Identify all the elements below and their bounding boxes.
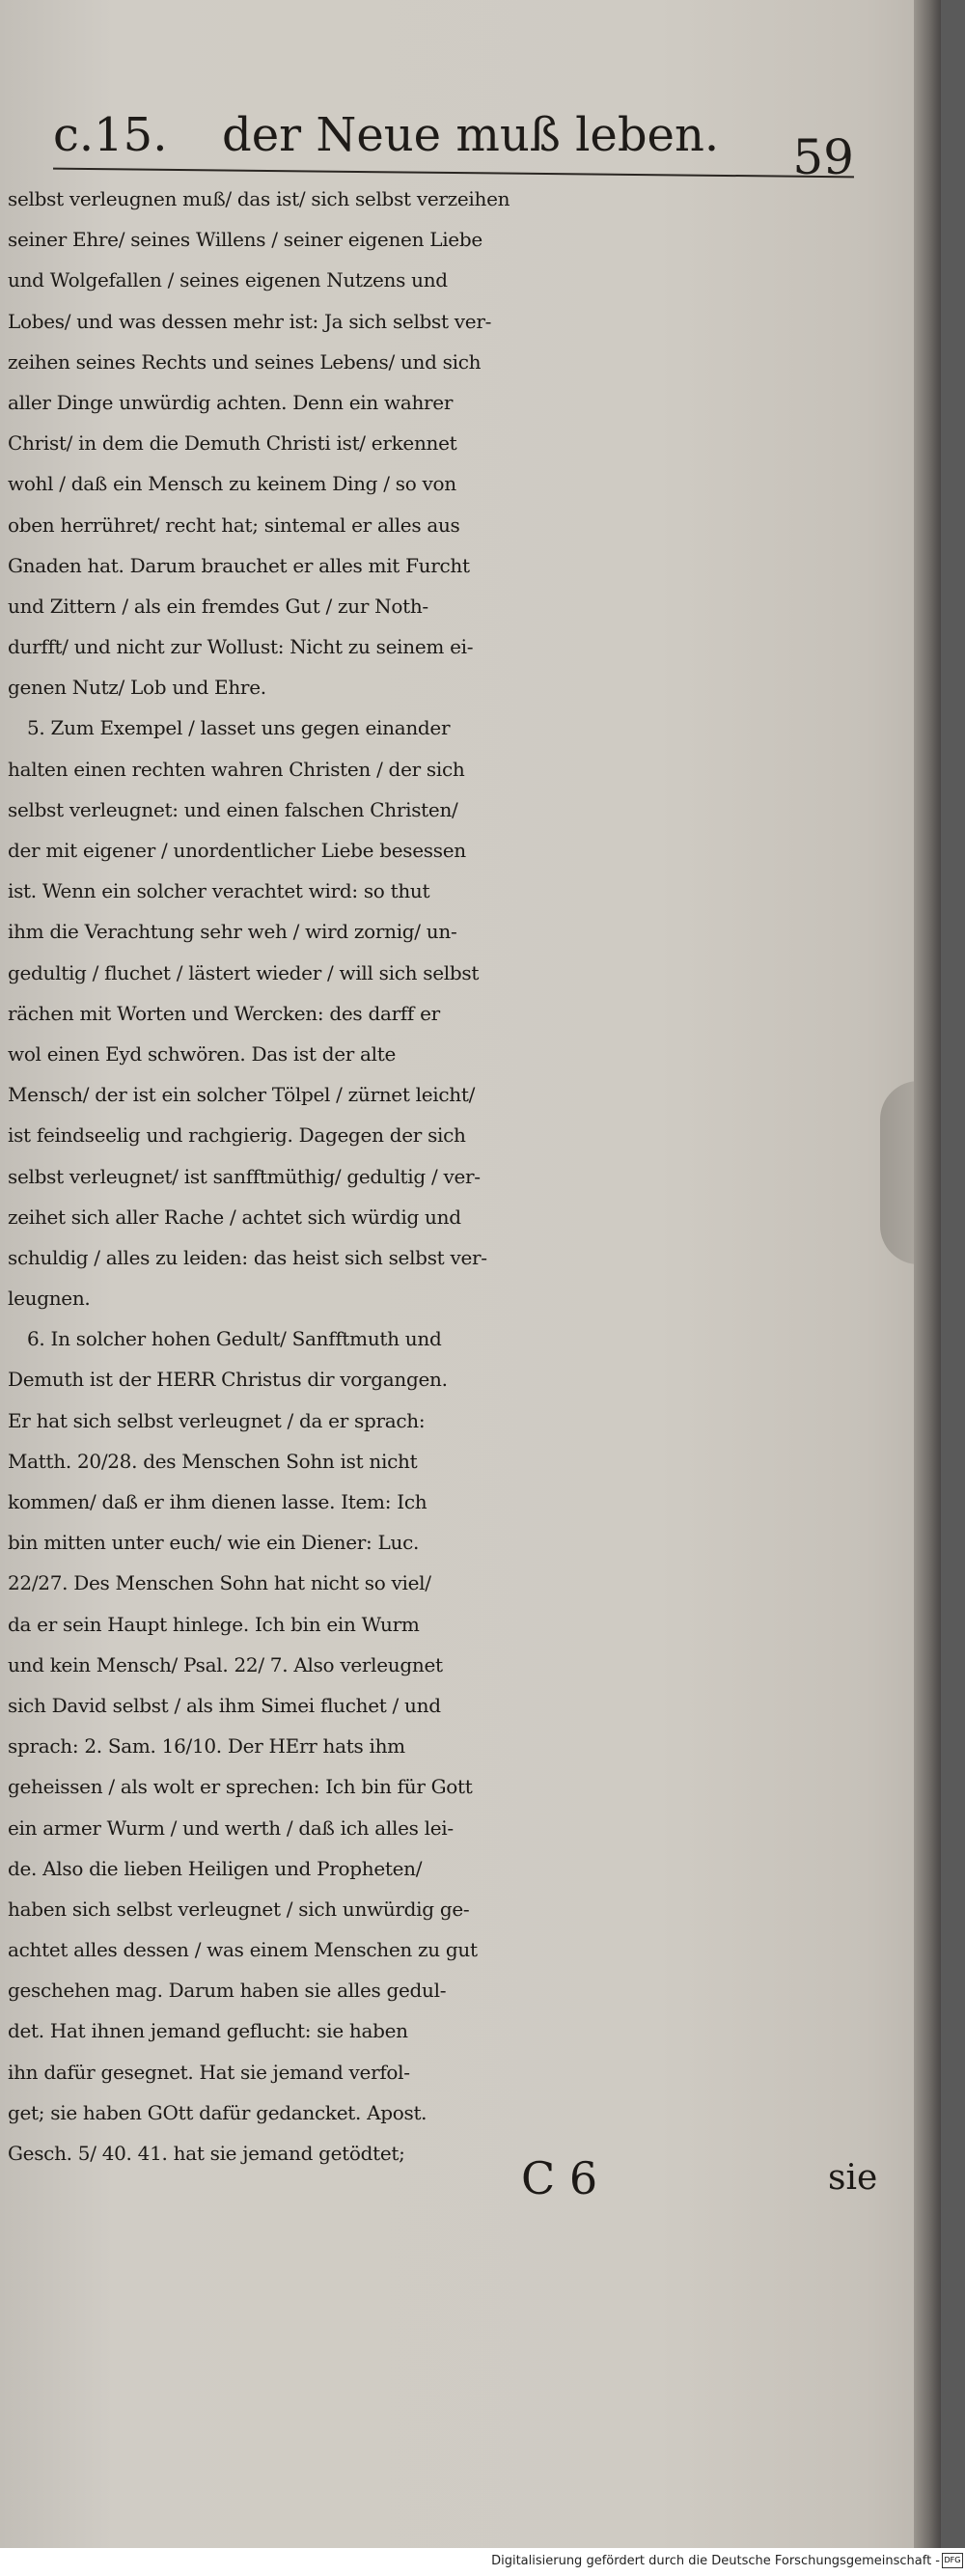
text-line: 22/27. Des Menschen Sohn hat nicht so viel/ — [8, 1571, 431, 1595]
text-line: oben herrühret/ recht hat; sintemal er alles aus — [8, 512, 460, 537]
text-line: ist feindseelig und rachgierig. Dagegen der sich — [8, 1123, 466, 1148]
text-line: und Zittern / als ein fremdes Gut / zur Noth- — [8, 594, 428, 618]
text-line: Matth. 20/28. des Menschen Sohn ist nicht — [8, 1449, 418, 1473]
text-line: Gnaden hat. Darum brauchet er alles mit Furcht — [8, 553, 470, 577]
text-line: der mit eigener / unordentlicher Liebe besessen — [8, 839, 466, 862]
text-line: de. Also die lieben Heiligen und Propheten/ — [8, 1856, 423, 1880]
text-line: det. Hat ihnen jemand geflucht: sie haben — [8, 2019, 408, 2043]
text-line: wohl / daß ein Mensch zu keinem Ding / so von — [8, 472, 456, 496]
text-line: schuldig / alles zu leiden: das heist sich selbst ver- — [8, 1245, 487, 1269]
signature-mark: C 6 — [521, 2152, 598, 2204]
text-line: selbst verleugnet/ ist sanfftmüthig/ gedultig / ver- — [8, 1164, 481, 1188]
text-line: Gesch. 5/ 40. 41. hat sie jemand getödtet; — [8, 2142, 405, 2165]
text-line: halten einen rechten wahren Christen / der sich — [8, 757, 465, 781]
dfg-logo: DFG — [942, 2553, 963, 2568]
text-line: leugnen. — [8, 1287, 91, 1311]
text-line: kommen/ daß er ihm dienen lasse. Item: Ich — [8, 1490, 427, 1513]
text-line: Christ/ in dem die Demuth Christi ist/ erkennet — [8, 431, 457, 456]
text-line: durfft/ und nicht zur Wollust: Nicht zu seinem ei- — [8, 635, 474, 659]
text-line: aller Dinge unwürdig achten. Denn ein wahrer — [8, 390, 454, 414]
text-line: Mensch/ der ist ein solcher Tölpel / zürnet leicht/ — [8, 1083, 476, 1107]
text-line: get; sie haben GOtt dafür gedancket. Apost. — [8, 2100, 427, 2124]
text-line: 6. In solcher hohen Gedult/ Sanfftmuth und — [27, 1327, 442, 1351]
text-line: ein armer Wurm / und werth / daß ich alles lei- — [8, 1815, 454, 1840]
text-line: sprach: 2. Sam. 16/10. Der HErr hats ihm — [8, 1734, 405, 1759]
body-text — [8, 179, 867, 2174]
text-line: ist. Wenn ein solcher verachtet wird: so thut — [8, 879, 430, 903]
text-line: Er hat sich selbst verleugnet / da er sprach: — [8, 1408, 426, 1432]
text-line: haben sich selbst verleugnet / sich unwürdig ge- — [8, 1897, 470, 1921]
text-line: 5. Zum Exempel / lasset uns gegen einander — [27, 716, 451, 740]
text-line: gedultig / fluchet / lästert wieder / will sich selbst — [8, 960, 480, 984]
text-line: geheissen / als wolt er sprechen: Ich bin für Gott — [8, 1775, 473, 1799]
text-line: geschehen mag. Darum haben sie alles gedul- — [8, 1979, 447, 2003]
page-header — [53, 108, 854, 185]
text-line: selbst verleugnet: und einen falschen Christen/ — [8, 797, 458, 821]
text-line: ihn dafür gesegnet. Hat sie jemand verfol- — [8, 2060, 410, 2084]
text-line: sich David selbst / als ihm Simei fluchet / und — [8, 1693, 441, 1717]
catchword: sie — [828, 2158, 878, 2198]
text-line: genen Nutz/ Lob und Ehre. — [8, 676, 266, 700]
text-line: bin mitten unter euch/ wie ein Diener: Luc. — [8, 1531, 420, 1555]
book-spine — [914, 0, 941, 2548]
text-line: selbst verleugnen muß/ das ist/ sich selbst verzeihen — [8, 187, 510, 210]
text-line: ihm die Verachtung sehr weh / wird zornig/ un- — [8, 920, 457, 944]
text-line: zeihet sich aller Rache / achtet sich würdig und — [8, 1205, 461, 1229]
text-line: Lobes/ und was dessen mehr ist: Ja sich selbst ver- — [8, 309, 492, 333]
text-line: wol einen Eyd schwören. Das ist der alte — [8, 1041, 397, 1066]
running-title: der Neue muß leben. — [222, 108, 720, 162]
chapter-label: c.15. — [53, 108, 168, 162]
page-number: 59 — [792, 129, 854, 185]
text-line: seiner Ehre/ seines Willens / seiner eigenen Liebe — [8, 228, 482, 252]
digitization-credit: Digitalisierung gefördert durch die Deutsche Forschungsgemeinschaft - — [491, 2554, 940, 2568]
text-line: rächen mit Worten und Wercken: des darff er — [8, 1001, 440, 1025]
text-line: und Wolgefallen / seines eigenen Nutzens und — [8, 268, 448, 292]
text-line: achtet alles dessen / was einem Menschen zu gut — [8, 1938, 478, 1962]
text-line: Demuth ist der HERR Christus dir vorgangen. — [8, 1368, 448, 1392]
text-line: zeihen seines Rechts und seines Lebens/ und sich — [8, 349, 482, 374]
text-line: da er sein Haupt hinlege. Ich bin ein Wurm — [8, 1612, 420, 1636]
text-line: und kein Mensch/ Psal. 22/ 7. Also verleugnet — [8, 1652, 443, 1676]
